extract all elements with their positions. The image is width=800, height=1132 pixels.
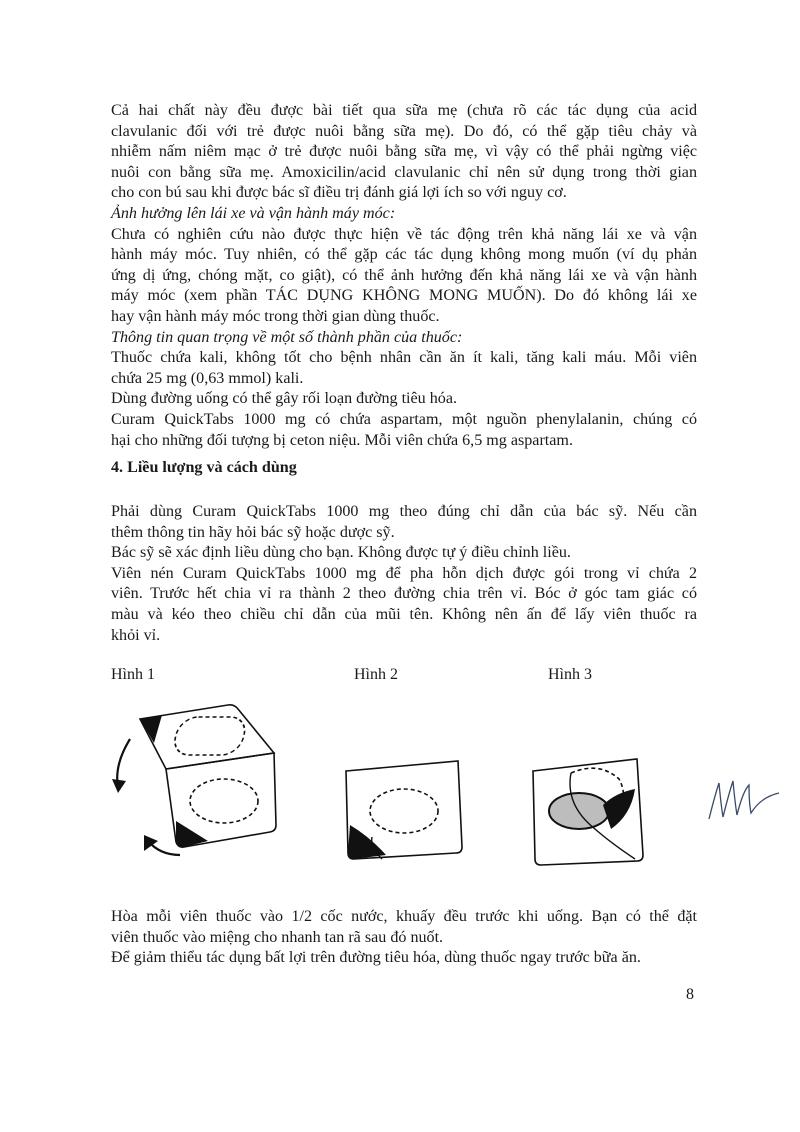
- text-line: Phải dùng Curam QuickTabs 1000 mg theo đúng chỉ dẫn của bác sỹ. Nếu cần: [111, 503, 697, 520]
- usage-paragraph: [111, 907, 697, 969]
- text-line: Bác sỹ sẽ xác định liều dùng cho bạn. Không được tự ý điều chỉnh liều.: [111, 544, 571, 562]
- text-line: Thuốc chứa kali, không tốt cho bệnh nhân cần ăn ít kali, tăng kali máu. Mỗi viên: [111, 349, 697, 367]
- text-line: hại cho những đối tượng bị ceton niệu. Mỗi viên chứa 6,5 mg aspartam.: [111, 431, 573, 449]
- figure-1-blister-split: [100, 695, 300, 875]
- text-line: Cả hai chất này đều được bài tiết qua sữa mẹ (chưa rõ các tác dụng của acid: [111, 102, 697, 119]
- text-line: nhiễm nấm niêm mạc ở trẻ được nuôi bằng sữa mẹ, vì vậy có thể phải ngừng việc: [111, 143, 697, 161]
- dosage-paragraph: [111, 502, 697, 646]
- text-line: clavulanic đối với trẻ được nuôi bằng sữa mẹ). Do đó, có thể gặp tiêu chảy và: [111, 122, 697, 140]
- text-line: thêm thông tin hãy hỏi bác sỹ hoặc dược sỹ.: [111, 523, 395, 541]
- text-line: Viên nén Curam QuickTabs 1000 mg để pha hỗn dịch được gói trong vỉ chứa 2: [111, 564, 697, 582]
- page-number: 8: [686, 986, 694, 1003]
- figure-1-caption: Hình 1: [111, 666, 155, 683]
- text-line: Hòa mỗi viên thuốc vào 1/2 cốc nước, khuấy đều trước khi uống. Bạn có thể đặt: [111, 908, 697, 925]
- text-line: viên. Trước hết chia vỉ ra thành 2 theo đường chia trên vỉ. Bóc ở góc tam giác có: [111, 585, 697, 603]
- ingredients-subheading: Thông tin quan trọng về một số thành phần của thuốc:: [111, 328, 463, 346]
- section-heading: 4. Liều lượng và cách dùng: [111, 459, 297, 476]
- figure-2-caption: Hình 2: [354, 666, 398, 683]
- text-line: máy móc (xem phần TÁC DỤNG KHÔNG MONG MUỐN). Do đó không lái xe: [111, 287, 697, 305]
- text-line: hành máy móc. Tuy nhiên, có thể gặp các tác dụng không mong muốn (ví dụ phản: [111, 246, 697, 264]
- text-line: khỏi vỉ.: [111, 626, 161, 644]
- text-line: nuôi con bằng sữa mẹ. Amoxicilin/acid clavulanic chỉ nên sử dụng trong thời gian: [111, 163, 697, 181]
- text-line: Curam QuickTabs 1000 mg có chứa aspartam, một nguồn phenylalanin, chúng có: [111, 410, 697, 428]
- driving-subheading: Ảnh hưởng lên lái xe và vận hành máy móc:: [111, 204, 396, 222]
- text-line: cho con bú sau khi được bác sĩ điều trị đánh giá lợi ích so với nguy cơ.: [111, 184, 567, 202]
- text-line: Để giảm thiểu tác dụng bất lợi trên đường tiêu hóa, dùng thuốc ngay trước bữa ăn.: [111, 949, 641, 967]
- figure-3-caption: Hình 3: [548, 666, 592, 683]
- text-line: Dùng đường uống có thể gây rối loạn đường tiêu hóa.: [111, 390, 457, 408]
- text-line: chứa 25 mg (0,63 mmol) kali.: [111, 369, 304, 387]
- breastfeeding-paragraph: [111, 101, 697, 451]
- figure-3-tablet-exposed: [525, 745, 655, 870]
- text-line: ứng dị ứng, chóng mặt, co giật), có thể ảnh hưởng đến khả năng lái xe và vận hành: [111, 266, 697, 284]
- figure-2-blister-peel: [340, 755, 470, 865]
- text-line: viên thuốc vào miệng cho nhanh tan rã sau đó nuốt.: [111, 928, 444, 946]
- signature-scribble: [705, 775, 785, 825]
- text-line: màu và kéo theo chiều chỉ dẫn của mũi tên. Không nên ấn để lấy viên thuốc ra: [111, 605, 697, 623]
- text-line: Chưa có nghiên cứu nào được thực hiện về tác động trên khả năng lái xe và vận: [111, 225, 697, 243]
- text-line: hay vận hành máy móc trong thời gian dùng thuốc.: [111, 307, 440, 325]
